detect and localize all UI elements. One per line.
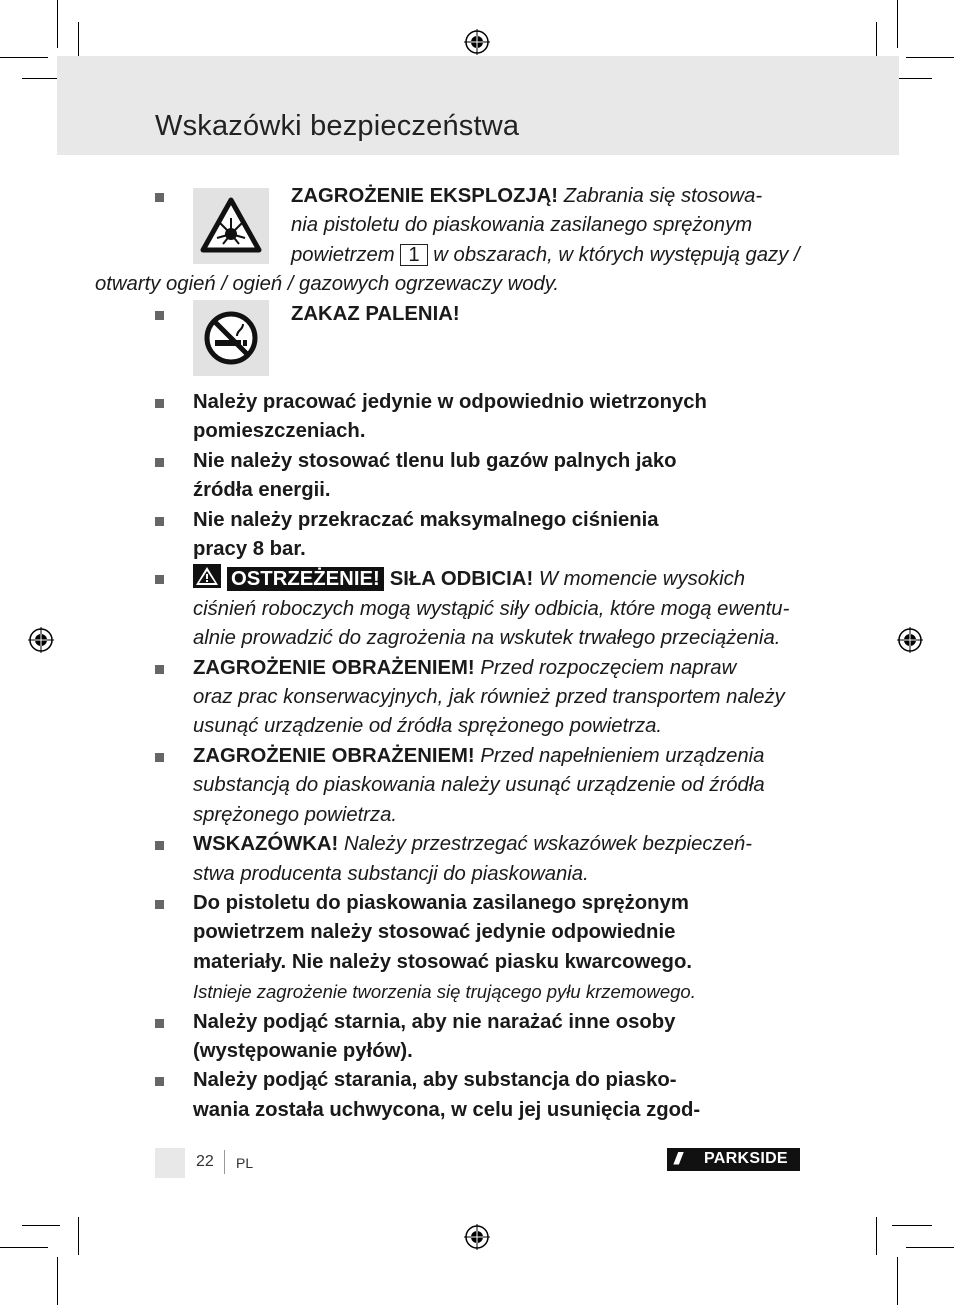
bullet-icon [155,1019,164,1028]
list-item-materials [155,889,801,1008]
page-number: 22 [196,1153,214,1170]
bullet-icon [155,399,164,408]
materials-line-1: Do pistoletu do piaskowania zasilanego sprężonym [193,891,689,914]
recoil-text-1: W momencie wysokich [538,568,746,591]
injury-2-text-1: Przed napełnieniem urządzenia [480,744,765,767]
recoil-text-2: ciśnień roboczych mogą wystąpić siły odbicia, które mogą ewentu- [193,597,790,620]
list-item-explosion [95,182,801,300]
disposal-line-1: Należy podjąć starania, aby substancja do piasko- [193,1069,677,1092]
list-item-max-pressure [155,506,801,565]
list-item-no-oxygen [155,447,801,506]
materials-note: Istnieje zagrożenie tworzenia się trującego pyłu krzemowego. [193,981,696,1003]
brand-name: PARKSIDE [704,1150,788,1167]
crop-mark [0,57,48,58]
materials-line-2: powietrzem należy stosować jedynie odpowiednie [193,921,676,944]
disposal-line-2: wania została uchwycona, w celu jej usunięcia zgod- [193,1098,701,1121]
language-code: PL [236,1155,254,1171]
note-text-1: Należy przestrzegać wskazówek bezpieczeń- [343,833,753,856]
note-text-2: stwa producenta substancji do piaskowania. [193,862,589,885]
explosion-text-4: w obszarach, w których występują gazy / [433,243,800,266]
crop-mark [897,1257,898,1305]
warning-triangle-icon [193,564,221,588]
no-oxygen-line-2: źródła energii. [193,479,331,502]
crop-mark [57,1257,58,1305]
max-pressure-line-2: pracy 8 bar. [193,538,306,561]
dust-line-1: Należy podjąć starnia, aby nie narażać inne osoby [193,1010,676,1033]
footer-divider [224,1150,225,1174]
bullet-icon [155,517,164,526]
list-item-recoil [155,564,801,653]
safety-instructions [95,182,801,1125]
explosion-text-2: nia pistoletu do piaskowania zasilanego sprężonym [291,214,753,237]
registration-mark-icon [897,627,923,653]
recoil-text-3: alnie prowadzić do zagrożenia na wskutek trwałego przeciążenia. [193,627,781,650]
crop-mark [22,78,60,79]
explosion-text-5: otwarty ogień / ogień / gazowych ogrzewaczy wody. [95,273,560,296]
crop-mark [892,1225,932,1226]
bullet-icon [155,1077,164,1086]
bullet-icon [155,458,164,467]
list-item-injury-2 [155,742,801,830]
list-item-dust [155,1008,801,1067]
injury-1-text-3: usunąć urządzenie od źródła sprężonego powietrza. [193,715,663,738]
injury-2-heading: ZAGROŻENIE OBRAŻENIEM! [193,744,475,767]
registration-mark-icon [28,627,54,653]
crop-mark [906,57,954,58]
registration-mark-icon [464,29,490,55]
no-smoking-icon [193,300,269,376]
max-pressure-line-1: Nie należy przekraczać maksymalnego ciśnienia [193,508,659,531]
list-item-no-smoking [155,300,801,388]
dust-line-2: (występowanie pyłów). [193,1039,413,1062]
footer-tab [155,1148,185,1178]
warning-label: OSTRZEŻENIE! [227,567,384,591]
injury-1-text-1: Przed rozpoczęciem napraw [480,656,737,679]
bullet-icon [155,311,164,320]
injury-1-text-2: oraz prac konserwacyjnych, jak również przed transportem należy [193,686,785,709]
crop-mark [876,1217,877,1255]
registration-mark-icon [464,1224,490,1250]
materials-line-3: materiały. Nie należy stosować piasku kwarcowego. [193,950,692,973]
no-smoking-heading: ZAKAZ PALENIA! [291,303,460,325]
brand-slashes: /// [674,1149,680,1168]
list-item-injury-1 [155,654,801,742]
bullet-icon [155,193,164,202]
bullet-icon [155,575,164,584]
explosion-heading: ZAGROŻENIE EKSPLOZJĄ! [291,185,559,207]
list-item-note [155,830,801,889]
bullet-icon [155,900,164,909]
no-oxygen-line-1: Nie należy stosować tlenu lub gazów palnych jako [193,449,677,472]
crop-mark [876,22,877,60]
crop-mark [906,1247,954,1248]
crop-mark [0,1247,48,1248]
crop-mark [57,0,58,48]
parkside-logo [667,1148,800,1171]
bullet-icon [155,841,164,850]
bullet-icon [155,753,164,762]
bullet-icon [155,665,164,674]
injury-2-text-3: sprężonego powietrza. [193,803,398,826]
injury-2-text-2: substancją do piaskowania należy usunąć urządzenie od źródła [193,774,765,797]
part-reference: 1 [400,244,427,266]
list-item-ventilation [155,388,801,447]
explosion-text-1: Zabrania się stosowa- [563,185,763,207]
injury-1-heading: ZAGROŻENIE OBRAŻENIEM! [193,656,475,679]
page-title: Wskazówki bezpieczeństwa [155,110,520,142]
explosion-hazard-icon [193,188,269,264]
note-heading: WSKAZÓWKA! [193,833,339,856]
crop-mark [78,1217,79,1255]
recoil-heading: SIŁA ODBICIA! [389,568,534,591]
crop-mark [78,22,79,60]
list-item-disposal [155,1066,801,1125]
ventilation-line-1: Należy pracować jedynie w odpowiednio wietrzonych [193,391,707,413]
crop-mark [22,1225,60,1226]
ventilation-line-2: pomieszczeniach. [193,420,366,443]
explosion-text-3: powietrzem [291,243,395,266]
crop-mark [897,0,898,48]
